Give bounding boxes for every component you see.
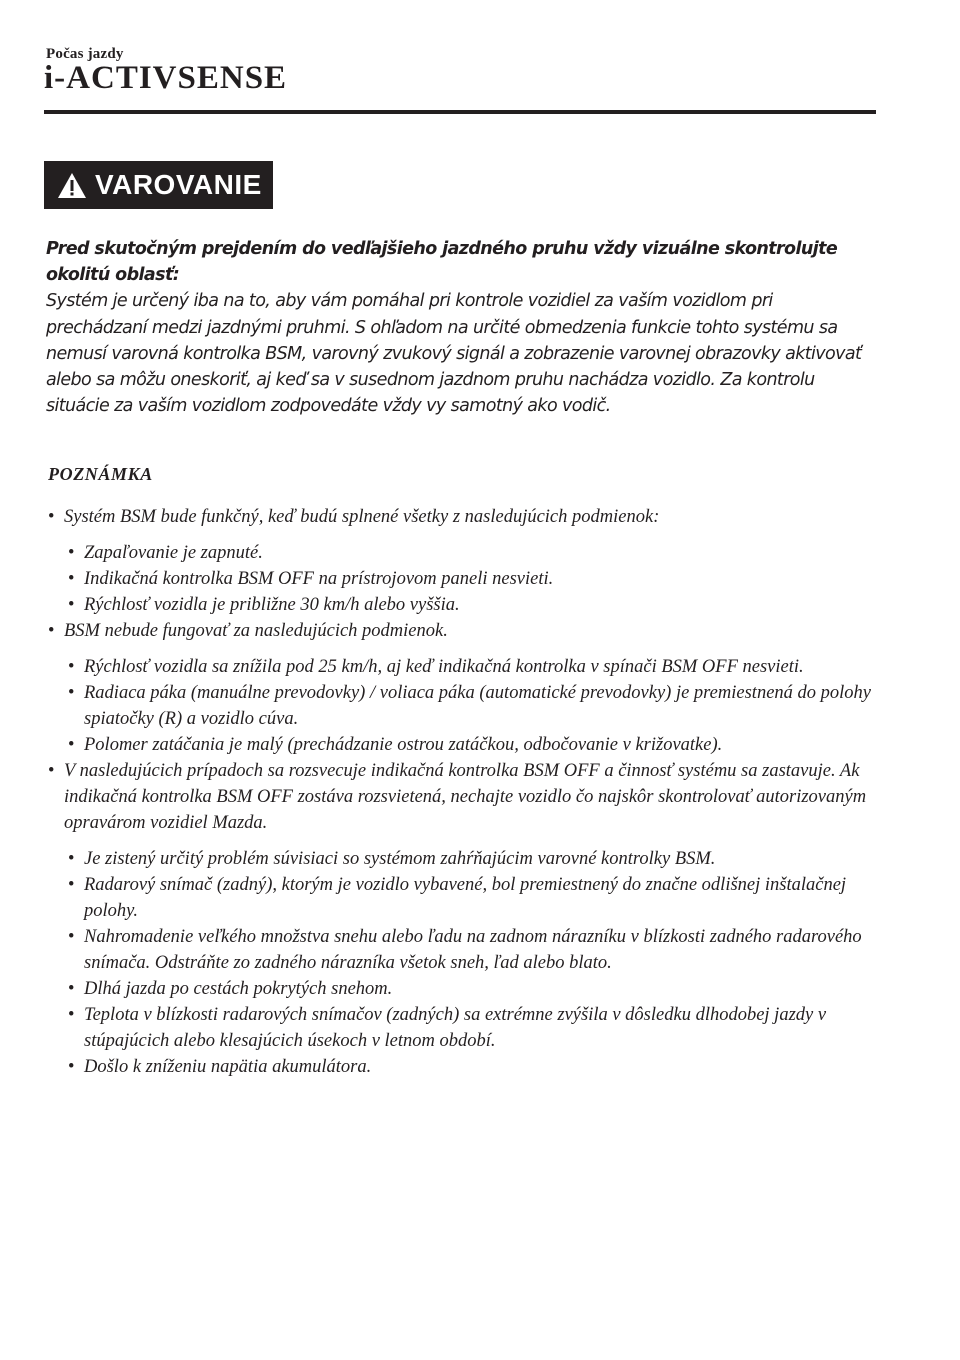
list-item: • Došlo k zníženiu napätia akumulátora.: [66, 1054, 876, 1080]
bullet: •: [48, 761, 55, 781]
bullet: •: [48, 507, 55, 527]
warning-bold-text: Pred skutočným prejdením do vedľajšieho jazdného pruhu vždy vizuálne skontrolujte okolitú oblasť:: [46, 239, 838, 286]
section-label: Počas jazdy: [46, 46, 124, 62]
warning-body-text: Systém je určený iba na to, aby vám pomáhal pri kontrole vozidiel za vaším vozidlom pri prechádzaní medzi jazdnými pruhmi. S ohľadom na určité obmedzenia funkcie tohto systému sa nemusí varovná kontrolka BSM, varovný zvukový signál a zobrazenie varovnej obrazovky aktivovať alebo sa môžu oneskoriť, aj keď sa v susednom jazdnom pruhu nachádza vozidlo. Za kontrolu situácie za vaším vozidlom zodpovedáte vždy vy samotný ako vodič.: [46, 291, 862, 417]
warning-label: VAROVANIE: [95, 169, 262, 200]
list-item: • V nasledujúcich prípadoch sa rozsvecuje indikačná kontrolka BSM OFF a činnosť systému sa zastavuje. Ak indikačná kontrolka BSM OFF zostáva rozsvietená, nechajte vozidlo čo najskôr skontrolovať autorizovaným opravárom vozidiel Mazda.: [46, 758, 876, 836]
list-item: • Radarový snímač (zadný), ktorým je vozidlo vybavené, bol premiestnený do značne odlišnej inštalačnej polohy.: [66, 872, 876, 924]
bullet: •: [68, 927, 75, 947]
list-item: • Teplota v blízkosti radarových snímačov (zadných) sa extrémne zvýšila v dôsledku dlhodobej jazdy v stúpajúcich alebo klesajúcich úsekoch v letnom období.: [66, 1002, 876, 1054]
bullet: •: [68, 657, 75, 677]
list-item: • Dlhá jazda po cestách pokrytých snehom.: [66, 976, 876, 1002]
list-item: • Nahromadenie veľkého množstva snehu alebo ľadu na zadnom nárazníku v blízkosti zadného radarového snímača. Odstráňte zo zadného nárazníka všetok sneh, ľad alebo blato.: [66, 924, 876, 976]
list-item: • Rýchlosť vozidla je približne 30 km/h alebo vyššia.: [66, 592, 876, 618]
list-item: • Rýchlosť vozidla sa znížila pod 25 km/h, aj keď indikačná kontrolka v spínači BSM OFF nesvieti.: [66, 654, 876, 680]
list-item: • BSM nebude fungovať za nasledujúcich podmienok.: [46, 618, 876, 644]
bullet: •: [68, 569, 75, 589]
list-item: • Je zistený určitý problém súvisiaci so systémom zahŕňajúcim varovné kontrolky BSM.: [66, 846, 876, 872]
list-item: • Indikačná kontrolka BSM OFF na prístrojovom paneli nesvieti.: [66, 566, 876, 592]
bullet: •: [68, 735, 75, 755]
bullet: •: [68, 875, 75, 895]
warning-badge: [44, 161, 273, 209]
page-title: i-ACTIVSENSE: [44, 60, 288, 96]
bullet: •: [48, 621, 55, 641]
warning-triangle-icon: [57, 172, 87, 199]
list-item: • Zapaľovanie je zapnuté.: [66, 540, 876, 566]
bullet: •: [68, 1005, 75, 1025]
bullet: •: [68, 683, 75, 703]
note-list: [46, 504, 876, 1080]
bullet: •: [68, 979, 75, 999]
bullet: •: [68, 849, 75, 869]
list-item: • Radiaca páka (manuálne prevodovky) / voliaca páka (automatické prevodovky) je premiestnená do polohy spiatočky (R) a vozidlo cúva.: [66, 680, 876, 732]
list-item: • Polomer zatáčania je malý (prechádzanie ostrou zatáčkou, odbočovanie v križovatke).: [66, 732, 876, 758]
list-item: • Systém BSM bude funkčný, keď budú splnené všetky z nasledujúcich podmienok:: [46, 504, 876, 530]
note-heading: POZNÁMKA: [48, 464, 153, 484]
bullet: •: [68, 543, 75, 563]
bullet: •: [68, 1057, 75, 1077]
bullet: •: [68, 595, 75, 615]
warning-text: [46, 236, 876, 419]
header-rule: [44, 110, 876, 114]
